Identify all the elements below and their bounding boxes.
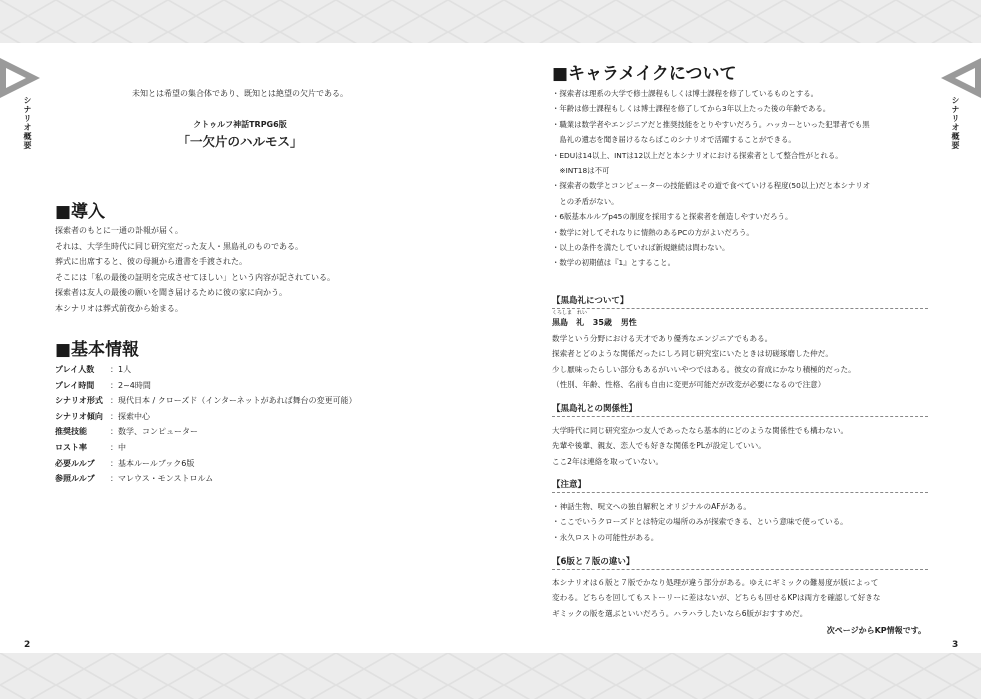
info-label: プレイ人数 xyxy=(55,365,95,374)
info-label: 推奨技能 xyxy=(55,427,87,437)
info-row xyxy=(55,362,357,378)
list-item: ・神話生物、呪文への独自解釈とオリジナルのAFがある。 xyxy=(552,502,752,511)
scenario-title: 「一欠片のハルモス」 xyxy=(177,134,303,149)
list-item: ※INT18は不可 xyxy=(552,165,610,175)
subheading-caution: 【注意】 xyxy=(552,478,928,493)
list-item: ・年齢は修士課程もしくは博士課程を修了してから3年以上たった後の年齢である。 xyxy=(552,104,831,114)
subheading-version-diff: 【6版と７版の違い】 xyxy=(552,555,928,570)
info-row xyxy=(55,456,357,472)
info-value: ：基本ルールブック6版 xyxy=(110,458,195,468)
section-heading-intro: ■導入 xyxy=(55,202,106,222)
info-row xyxy=(55,378,357,394)
list-item: ・職業は数学者やエンジニアだと推奨技能をとりやすいだろう。ハッカーといった犯罪者でも黒 xyxy=(552,119,870,129)
info-label: ロスト率 xyxy=(55,442,87,452)
list-item: との矛盾がない。 xyxy=(552,196,619,206)
list-item: ・探索者の数学とコンピューターの技能値はその道で食べていける程度(50以上)だと本シナリオ xyxy=(552,181,871,191)
next-page-note: 次ページからKP情報です。 xyxy=(826,626,926,635)
character-profile xyxy=(552,310,643,328)
paragraph-line: ギミックの版を選ぶといいだろう。ハラハラしたいなら6版がおすすめだ。 xyxy=(552,608,808,618)
info-row xyxy=(55,424,357,440)
intro-line: 葬式に出席すると、彼の母親から遺書を手渡された。 xyxy=(55,257,247,266)
intro-line: それは、大学生時代に同じ研究室だった友人・黒島礼のものである。 xyxy=(55,241,303,251)
side-tab-label-left: シナリオ概要 xyxy=(23,96,32,150)
intro-line: 探索者は友人の最後の願いを聞き届けるために彼の家に向かう。 xyxy=(55,288,287,297)
list-item: ・6版基本ルルブp45の制度を採用すると探索者を創造しやすいだろう。 xyxy=(552,212,793,222)
intro-paragraph xyxy=(55,223,335,316)
edition-label: クトゥルフ神話TRPG6版 xyxy=(193,120,287,129)
subheading-kuroshima: 【黒島礼について】 xyxy=(552,294,928,309)
paragraph-line: 少し厭味ったらしい部分もあるがいいやつではある。彼女の育成にかなり積極的だった。 xyxy=(552,364,856,374)
info-value: ：1人 xyxy=(110,365,132,374)
paragraph-line: ここ2年は連絡を取っていない。 xyxy=(552,456,664,466)
list-item: ・ここでいうクローズドとは特定の場所のみが探索できる、という意味で使っている。 xyxy=(552,517,848,527)
top-pattern-band xyxy=(0,0,981,43)
paragraph-line: 先輩や後輩、親友、恋人でも好きな関係をPLが設定していい。 xyxy=(552,441,766,451)
info-label: シナリオ形式 xyxy=(55,396,103,406)
page-number-left: 2 xyxy=(24,640,31,650)
chevron-left-icon xyxy=(941,58,981,98)
intro-line: 本シナリオは葬式前夜から始まる。 xyxy=(55,303,183,313)
info-row xyxy=(55,440,357,456)
kuroshima-paragraph xyxy=(552,331,856,393)
info-label: プレイ時間 xyxy=(55,380,95,390)
character-gender: 男性 xyxy=(620,318,637,327)
intro-line: 探索者のもとに一通の訃報が届く。 xyxy=(55,226,183,235)
chevron-right-icon xyxy=(0,58,40,98)
tagline: 未知とは希望の集合体であり、既知とは絶望の欠片である。 xyxy=(132,89,348,98)
caution-list xyxy=(552,499,848,545)
section-heading-basic-info: ■基本情報 xyxy=(55,340,140,360)
info-value: ：数学、コンピューター xyxy=(110,427,198,437)
section-heading-charmake: ■キャラメイクについて xyxy=(552,64,737,84)
list-item: ・数学の初期値は『1』とすること。 xyxy=(552,258,675,268)
info-row xyxy=(55,393,357,409)
info-value: ：探索中心 xyxy=(110,411,150,421)
charmake-list xyxy=(552,86,870,271)
character-age: 35歳 xyxy=(592,318,612,327)
paragraph-line: 変わる。どちらを回してもストーリーに差はないが、どちらも回せるKPは両方を確認して好きな xyxy=(552,593,881,603)
info-value: ：マレウス・モンストロルム xyxy=(110,474,214,484)
list-item: ・探索者は理系の大学で修士課程もしくは博士課程を修了しているものとする。 xyxy=(552,89,819,98)
list-item: ・EDUは14以上、INTは12以上だと本シナリオにおける探索者として整合性がとれる。 xyxy=(552,150,843,160)
list-item: ・以上の条件を満たしていれば新規継続は問わない。 xyxy=(552,242,730,252)
paragraph-line: 数学という分野における天才であり優秀なエンジニアでもある。 xyxy=(552,334,773,343)
info-row xyxy=(55,471,357,487)
list-item: ・数学に対してそれなりに情熱のあるPCの方がよいだろう。 xyxy=(552,227,754,237)
list-item: 島礼の遺志を聞き届けるならばこのシナリオで活躍することができる。 xyxy=(552,135,796,145)
character-name: 黒島 礼 xyxy=(552,318,584,327)
relationship-paragraph xyxy=(552,423,848,469)
info-label: 必要ルルブ xyxy=(55,458,95,468)
intro-line: そこには「私の最後の証明を完成させてほしい」という内容が記されている。 xyxy=(55,272,335,282)
subheading-relationship: 【黒島礼との関係性】 xyxy=(552,402,928,417)
basic-info-table xyxy=(55,362,357,487)
paragraph-line: 探索者とどのような関係だったにしろ同じ研究室にいたときは切磋琢磨した仲だ。 xyxy=(552,349,833,359)
info-value: ：中 xyxy=(110,442,126,452)
info-label: シナリオ傾向 xyxy=(55,411,103,421)
info-label: 参照ルルブ xyxy=(55,474,95,484)
info-value: ：2~4時間 xyxy=(110,380,151,390)
character-name-ruby: くろしま れい xyxy=(552,310,588,316)
page-number-right: 3 xyxy=(952,640,959,650)
bottom-pattern-band xyxy=(0,653,981,699)
version-diff-paragraph xyxy=(552,575,881,621)
paragraph-line: （性別、年齢、性格、名前も自由に変更が可能だが改変が必要になるので注意） xyxy=(552,380,826,390)
info-value: ：現代日本 / クローズド（インターネットがあれば舞台の変更可能） xyxy=(110,396,357,406)
side-tab-label-right: シナリオ概要 xyxy=(951,96,960,150)
list-item: ・永久ロストの可能性がある。 xyxy=(552,532,659,542)
info-row xyxy=(55,409,357,425)
paragraph-line: 本シナリオは６版と７版でかなり処理が違う部分がある。ゆえにギミックの難易度が版によって xyxy=(552,578,879,587)
paragraph-line: 大学時代に同じ研究室かつ友人であったなら基本的にどのような関係性でも構わない。 xyxy=(552,426,849,435)
